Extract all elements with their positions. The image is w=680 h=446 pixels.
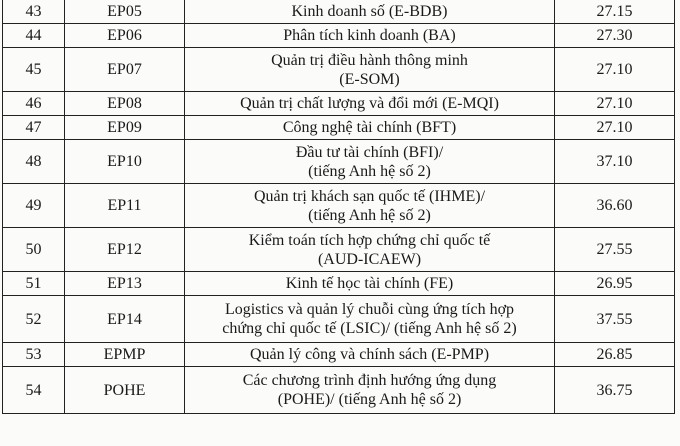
program-code: EP09 xyxy=(65,116,185,140)
program-code: EP13 xyxy=(65,272,185,296)
program-name-line: (E-SOM) xyxy=(339,70,400,88)
program-name-line: Quản trị khách sạn quốc tế (IHME)/ xyxy=(253,187,486,205)
table-row xyxy=(3,24,675,48)
program-code: POHE xyxy=(65,367,185,414)
table-row xyxy=(3,48,675,92)
program-name-line: Quản lý công và chính sách (E-PMP) xyxy=(249,346,490,363)
program-name xyxy=(185,367,555,414)
table-row xyxy=(3,116,675,140)
admission-score: 27.55 xyxy=(555,228,675,272)
program-code: EP07 xyxy=(65,48,185,92)
row-number: 53 xyxy=(3,343,65,367)
admission-score: 37.10 xyxy=(555,140,675,184)
table-row xyxy=(3,184,675,228)
admission-score: 26.85 xyxy=(555,343,675,367)
admission-score: 37.55 xyxy=(555,296,675,343)
admission-score: 27.10 xyxy=(555,116,675,140)
row-number: 47 xyxy=(3,116,65,140)
admission-score: 27.15 xyxy=(555,0,675,24)
row-number: 48 xyxy=(3,140,65,184)
program-code: EP10 xyxy=(65,140,185,184)
table-row xyxy=(3,343,675,367)
table-body xyxy=(3,0,675,414)
row-number: 51 xyxy=(3,272,65,296)
program-code: EP14 xyxy=(65,296,185,343)
program-name xyxy=(185,24,555,48)
admission-score-table xyxy=(2,0,675,414)
admission-score: 27.30 xyxy=(555,24,675,48)
row-number: 43 xyxy=(3,0,65,24)
program-name-line: (AUD-ICAEW) xyxy=(317,250,422,268)
program-name-line: Phân tích kinh doanh (BA) xyxy=(283,27,456,44)
program-name xyxy=(185,272,555,296)
program-name-line: Đầu tư tài chính (BFI)/ xyxy=(295,143,444,161)
program-name-line: (tiếng Anh hệ số 2) xyxy=(308,162,431,180)
admission-score: 36.60 xyxy=(555,184,675,228)
row-number: 49 xyxy=(3,184,65,228)
table-row xyxy=(3,0,675,24)
program-code: EP08 xyxy=(65,92,185,116)
table-row xyxy=(3,272,675,296)
program-name xyxy=(185,116,555,140)
program-name-line: Logistics và quản lý chuỗi cùng ứng tích hợp xyxy=(224,301,515,318)
table-row xyxy=(3,92,675,116)
table-row xyxy=(3,228,675,272)
program-code: EP12 xyxy=(65,228,185,272)
row-number: 50 xyxy=(3,228,65,272)
program-code: EP06 xyxy=(65,24,185,48)
table-row xyxy=(3,140,675,184)
admission-score: 26.95 xyxy=(555,272,675,296)
program-name xyxy=(185,184,555,228)
row-number: 52 xyxy=(3,296,65,343)
admission-score: 27.10 xyxy=(555,48,675,92)
program-name-line: (POHE)/ (tiếng Anh hệ số 2) xyxy=(277,391,462,408)
program-name xyxy=(185,343,555,367)
program-name-line: (tiếng Anh hệ số 2) xyxy=(308,206,431,224)
program-name-line: chứng chỉ quốc tế (LSIC)/ (tiếng Anh hệ số 2) xyxy=(222,320,517,337)
program-name xyxy=(185,140,555,184)
program-name xyxy=(185,48,555,92)
admission-score: 36.75 xyxy=(555,367,675,414)
table-row xyxy=(3,296,675,343)
program-name xyxy=(185,296,555,343)
program-name-line: Các chương trình định hướng ứng dụng xyxy=(242,372,497,389)
admission-score: 27.10 xyxy=(555,92,675,116)
program-name xyxy=(185,92,555,116)
program-name xyxy=(185,228,555,272)
program-name-line: Kinh doanh số (E-BDB) xyxy=(291,3,448,20)
program-name-line: Công nghệ tài chính (BFT) xyxy=(282,119,457,136)
row-number: 45 xyxy=(3,48,65,92)
program-name xyxy=(185,0,555,24)
row-number: 46 xyxy=(3,92,65,116)
program-name-line: Kinh tế học tài chính (FE) xyxy=(285,275,454,292)
program-name-line: Kiểm toán tích hợp chứng chỉ quốc tế xyxy=(248,231,491,249)
row-number: 44 xyxy=(3,24,65,48)
program-code: EP11 xyxy=(65,184,185,228)
program-name-line: Quản trị chất lượng và đổi mới (E-MQI) xyxy=(240,95,499,112)
program-code: EP05 xyxy=(65,0,185,24)
table-row xyxy=(3,367,675,414)
program-name-line: Quản trị điều hành thông minh xyxy=(271,51,468,69)
row-number: 54 xyxy=(3,367,65,414)
program-code: EPMP xyxy=(65,343,185,367)
